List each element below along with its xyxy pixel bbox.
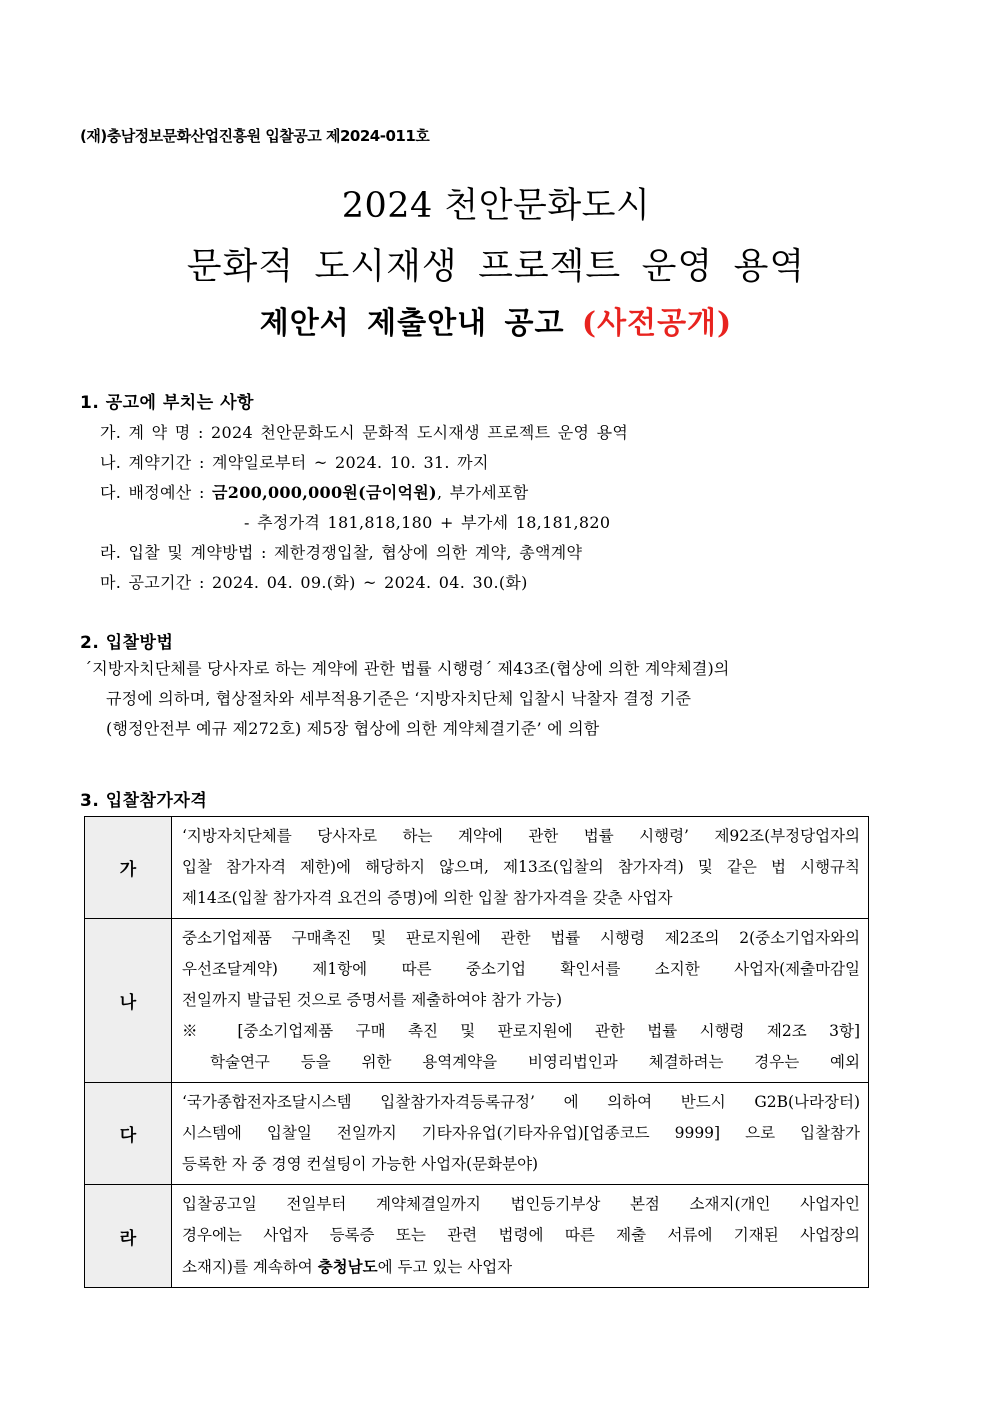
bidding-method-line: (행정안전부 예규 제272호) 제5장 협상에 의한 계약체결기준’ 에 의함	[106, 719, 600, 738]
row-line-suffix: 에 두고 있는 사업자	[377, 1258, 513, 1276]
section-1-heading: 1. 공고에 부치는 사항	[80, 393, 254, 413]
row-key: 나	[85, 919, 172, 1083]
row-line: 입찰공고일 전일부터 계약체결일까지 법인등기부상 본점 소재지(개인 사업자인	[182, 1195, 860, 1213]
title-line-3	[0, 298, 992, 342]
title-line-3-main: 제안서 제출안내 공고	[259, 306, 582, 341]
row-content	[172, 1185, 869, 1288]
bidding-method-line: ´지방자치단체를 당사자로 하는 계약에 관한 법률 시행령´ 제43조(협상에 의한 계약체결)의	[84, 659, 730, 678]
table-row	[85, 1083, 869, 1185]
row-line: 입찰 참가자격 제한)에 해당하지 않으며, 제13조(입찰의 참가자격) 및 같은 법 시행규칙	[182, 858, 860, 876]
row-key: 가	[85, 817, 172, 919]
row-line: 전일까지 발급된 것으로 증명서를 제출하여야 참가 가능)	[182, 991, 562, 1009]
region-name: 충청남도	[317, 1257, 378, 1276]
row-line: 우선조달계약) 제1항에 따른 중소기업 확인서를 소지한 사업자(제출마감일	[182, 960, 860, 978]
contract-method: 라. 입찰 및 계약방법 : 제한경쟁입찰, 협상에 의한 계약, 총액계약	[100, 543, 583, 562]
table-row	[85, 817, 869, 919]
row-content	[172, 1083, 869, 1185]
row-line: ‘지방자치단체를 당사자로 하는 계약에 관한 법률 시행령’ 제92조(부정당업자의	[182, 827, 860, 845]
budget	[100, 480, 529, 503]
notice-number: (재)충남정보문화산업진흥원 입찰공고 제2024-011호	[80, 127, 430, 145]
pre-release-label: (사전공개)	[581, 306, 733, 341]
budget-suffix: , 부가세포함	[436, 483, 529, 502]
row-line	[182, 1251, 860, 1283]
row-content	[172, 919, 869, 1083]
table-row	[85, 919, 869, 1083]
row-line: 중소기업제품 구매촉진 및 판로지원에 관한 법률 시행령 제2조의 2(중소기업자와의	[182, 929, 860, 947]
contract-name: 가. 계 약 명 : 2024 천안문화도시 문화적 도시재생 프로젝트 운영 용역	[100, 423, 629, 442]
section-3-heading: 3. 입찰참가자격	[80, 791, 208, 811]
row-key: 다	[85, 1083, 172, 1185]
row-line: 경우에는 사업자 등록증 또는 관련 법령에 따른 제출 서류에 기재된 사업장의	[182, 1226, 860, 1244]
title-line-1: 2024 천안문화도시	[341, 186, 651, 226]
row-note: 학술연구 등을 위한 용역계약을 비영리법인과 체결하려는 경우는 예외	[210, 1053, 860, 1071]
row-line: 등록한 자 중 경영 컨설팅이 가능한 사업자(문화분야)	[182, 1155, 539, 1173]
contract-period: 나. 계약기간 : 계약일로부터 ~ 2024. 10. 31. 까지	[100, 453, 489, 472]
qualification-table	[84, 816, 869, 1288]
section-2-heading: 2. 입찰방법	[80, 633, 174, 653]
budget-label: 다. 배정예산 :	[100, 483, 213, 502]
bidding-method-line: 규정에 의하며, 협상절차와 세부적용기준은 ‘지방자치단체 입찰시 낙찰자 결정 기준	[106, 689, 692, 708]
row-note: ※ [중소기업제품 구매 촉진 및 판로지원에 관한 법률 시행령 제2조 3항]	[182, 1022, 860, 1040]
table-row	[85, 1185, 869, 1288]
estimated-price: - 추정가격 181,818,180 + 부가세 18,181,820	[244, 513, 611, 532]
budget-amount: 금200,000,000원(금이억원)	[212, 483, 437, 502]
row-key: 라	[85, 1185, 172, 1288]
row-line: 제14조(입찰 참가자격 요건의 증명)에 의한 입찰 참가자격을 갖춘 사업자	[182, 889, 673, 907]
title-line-2: 문화적 도시재생 프로젝트 운영 용역	[186, 246, 806, 287]
row-line: ‘국가종합전자조달시스템 입찰참가자격등록규정’ 에 의하여 반드시 G2B(나라장터)	[182, 1093, 860, 1111]
row-line: 시스템에 입찰일 전일까지 기타자유업(기타자유업)[업종코드 9999] 으로 입찰참가	[182, 1124, 860, 1142]
notice-period: 마. 공고기간 : 2024. 04. 09.(화) ~ 2024. 04. 30.(화)	[100, 573, 528, 592]
bidding-method-text	[84, 654, 914, 744]
row-content	[172, 817, 869, 919]
row-line-prefix: 소재지)를 계속하여	[182, 1258, 318, 1276]
